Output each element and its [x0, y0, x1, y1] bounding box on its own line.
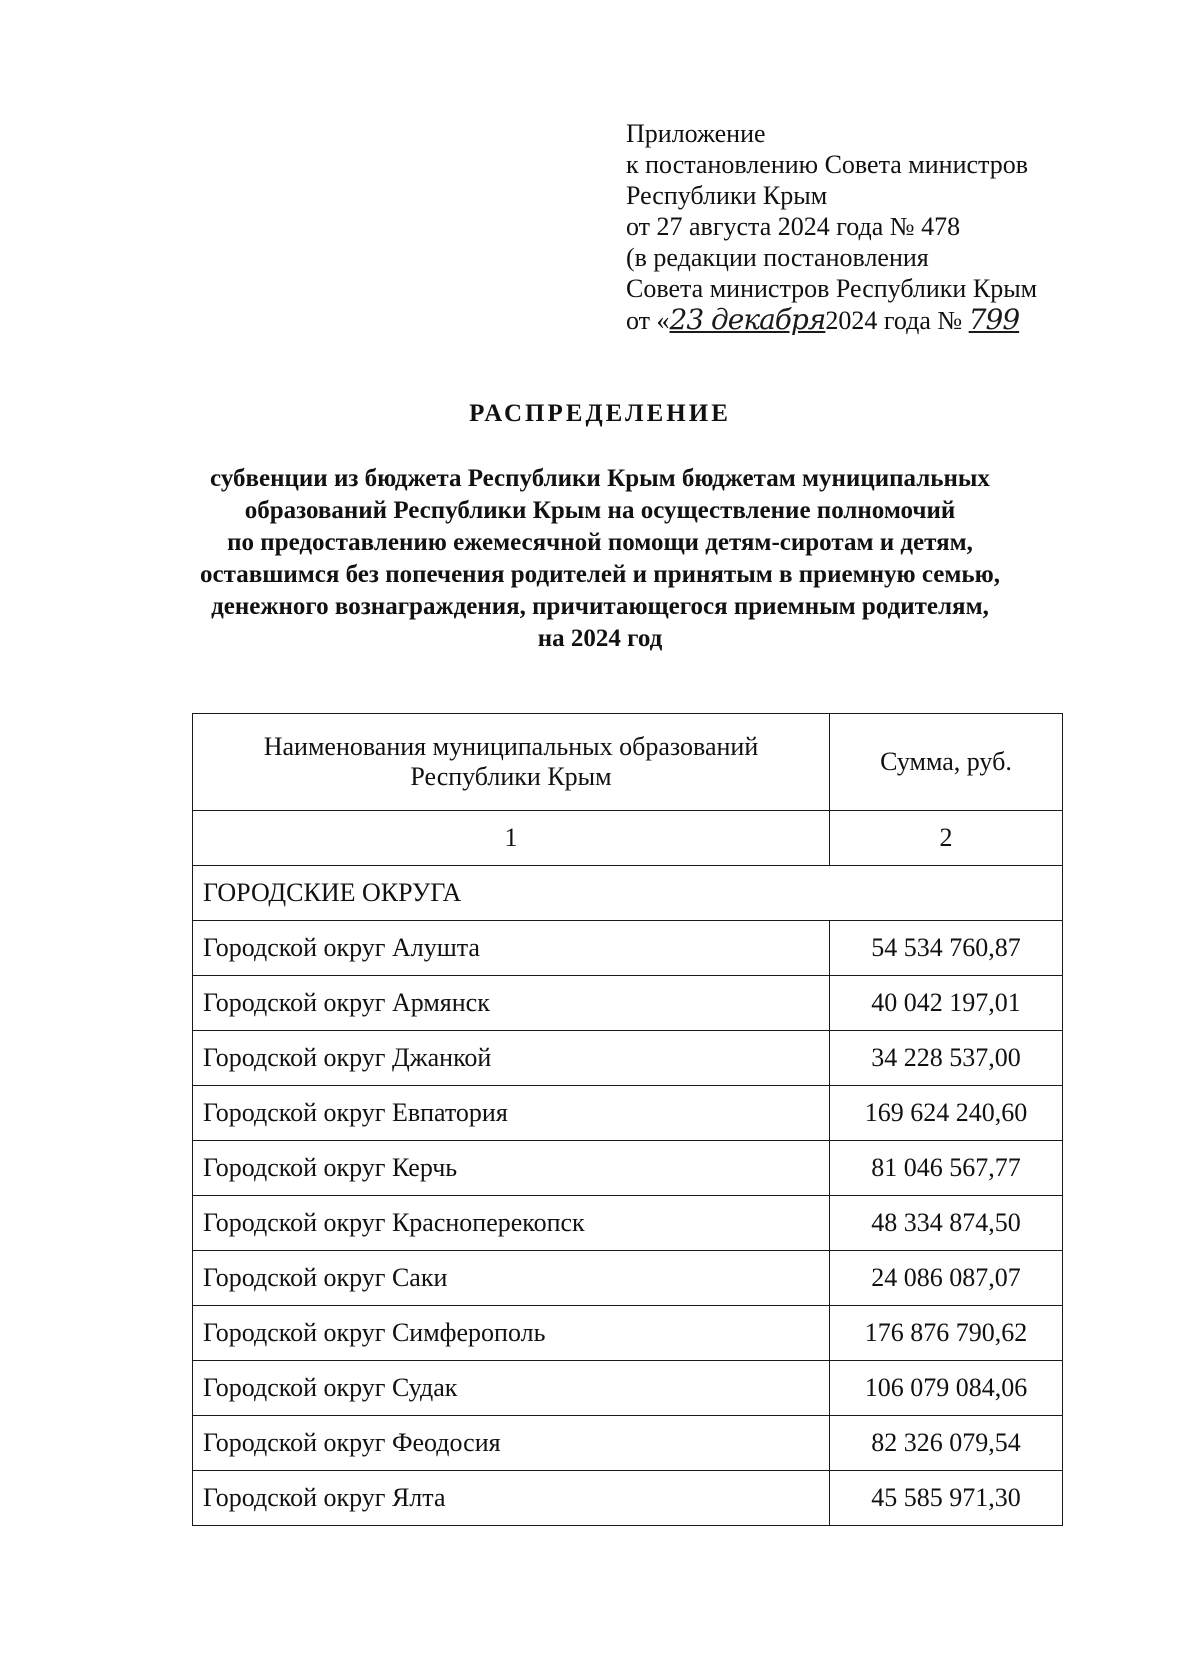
header-cell-name [193, 714, 830, 811]
section-heading: ГОРОДСКИЕ ОКРУГА [193, 866, 1063, 921]
row-amount: 24 086 087,07 [830, 1251, 1063, 1306]
row-amount: 48 334 874,50 [830, 1196, 1063, 1251]
row-name: Городской округ Джанкой [193, 1031, 830, 1086]
table-index-row [193, 811, 1063, 866]
table-row [193, 1361, 1063, 1416]
table-row [193, 921, 1063, 976]
row-amount: 40 042 197,01 [830, 976, 1063, 1031]
appendix-line: Приложение [626, 119, 766, 148]
table-row [193, 1086, 1063, 1141]
row-amount: 169 624 240,60 [830, 1086, 1063, 1141]
row-name: Городской округ Симферополь [193, 1306, 830, 1361]
distribution-table [192, 713, 1063, 1526]
row-amount: 106 079 084,06 [830, 1361, 1063, 1416]
subtitle-line: субвенции из бюджета Республики Крым бюджетам муниципальных [210, 465, 990, 492]
subtitle-line: денежного вознаграждения, причитающегося приемным родителям, [211, 593, 989, 620]
handwritten-date: 23 декабря [669, 303, 826, 336]
subtitle-line: образований Республики Крым на осуществление полномочий [244, 497, 956, 524]
header-name-line1: Наименования муниципальных образований [263, 732, 759, 761]
document-subtitle [150, 463, 1050, 655]
appendix-line: к постановлению Совета министров [626, 150, 1028, 179]
row-amount: 34 228 537,00 [830, 1031, 1063, 1086]
table-row [193, 1416, 1063, 1471]
table-row [193, 1251, 1063, 1306]
row-name: Городской округ Судак [193, 1361, 830, 1416]
table-row [193, 1141, 1063, 1196]
date-prefix: от « [626, 306, 670, 335]
appendix-line: от 27 августа 2024 года № 478 [626, 212, 961, 241]
header-name-line2: Республики Крым [410, 762, 612, 791]
row-name: Городской округ Ялта [193, 1471, 830, 1526]
table-row [193, 1031, 1063, 1086]
table-header-row [193, 714, 1063, 811]
table-section-row [193, 866, 1063, 921]
appendix-line: (в редакции постановления [626, 243, 929, 272]
row-name: Городской округ Красноперекопск [193, 1196, 830, 1251]
row-amount: 81 046 567,77 [830, 1141, 1063, 1196]
row-amount: 54 534 760,87 [830, 921, 1063, 976]
row-name: Городской округ Евпатория [193, 1086, 830, 1141]
index-cell-1: 1 [193, 811, 830, 866]
row-name: Городской округ Алушта [193, 921, 830, 976]
table-row [193, 1196, 1063, 1251]
appendix-block [626, 118, 1037, 336]
row-amount: 176 876 790,62 [830, 1306, 1063, 1361]
date-suffix: 2024 года № [825, 306, 963, 335]
document-title: РАСПРЕДЕЛЕНИЕ [469, 400, 731, 427]
appendix-line: Совета министров Республики Крым [626, 274, 1038, 303]
subtitle-line: оставшимся без попечения родителей и принятым в приемную семью, [200, 561, 1000, 588]
subtitle-line: по предоставлению ежемесячной помощи детям-сиротам и детям, [227, 529, 973, 556]
appendix-date-line [626, 304, 1037, 336]
table-row [193, 976, 1063, 1031]
table-row [193, 1306, 1063, 1361]
row-amount: 82 326 079,54 [830, 1416, 1063, 1471]
row-amount: 45 585 971,30 [830, 1471, 1063, 1526]
row-name: Городской округ Феодосия [193, 1416, 830, 1471]
subtitle-line: на 2024 год [537, 625, 663, 652]
row-name: Городской округ Армянск [193, 976, 830, 1031]
row-name: Городской округ Саки [193, 1251, 830, 1306]
header-cell-amount: Сумма, руб. [830, 714, 1063, 811]
index-cell-2: 2 [830, 811, 1063, 866]
appendix-line: Республики Крым [626, 181, 828, 210]
table-row [193, 1471, 1063, 1526]
handwritten-number: 799 [968, 303, 1020, 336]
row-name: Городской округ Керчь [193, 1141, 830, 1196]
